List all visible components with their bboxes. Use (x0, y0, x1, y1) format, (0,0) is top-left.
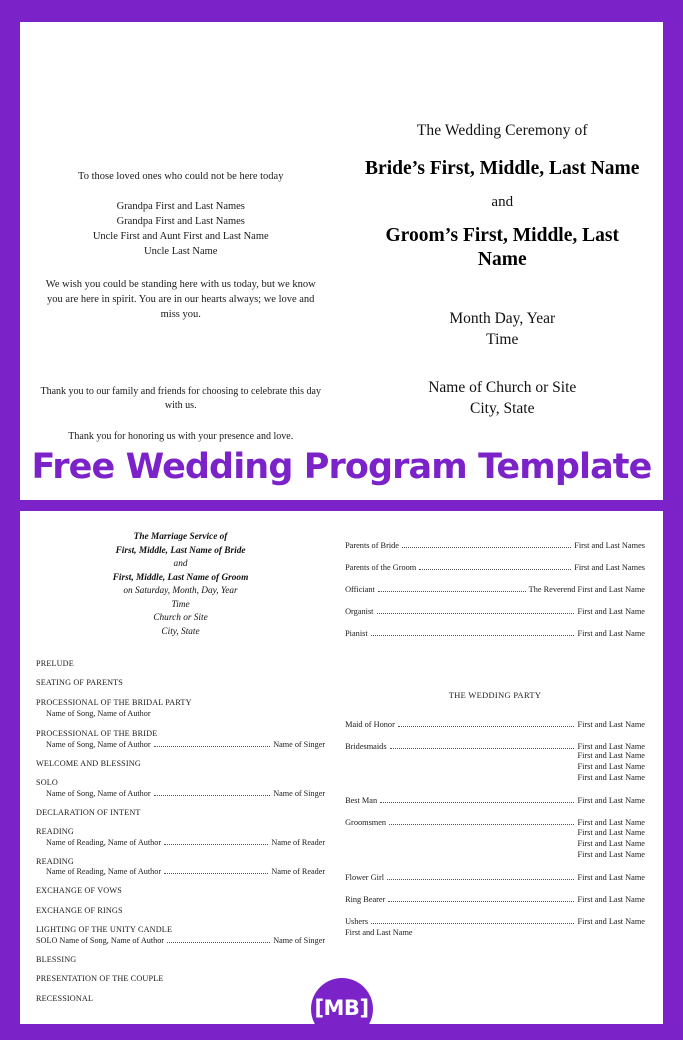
wedding-party-row (345, 818, 645, 860)
leader-value: Name of Singer (273, 788, 326, 798)
bride-name: Bride’s First, Middle, Last Name (365, 158, 640, 179)
program-item-title: PRESENTATION OF THE COUPLE (36, 974, 164, 984)
leader-value: Name of Reader (271, 866, 326, 876)
program-list (36, 659, 325, 1005)
leader-row (345, 541, 645, 551)
wedding-party-extra-name: First and Last Name (577, 827, 645, 837)
wedding-party-row (345, 720, 645, 730)
memorial-name: Uncle First and Aunt First and Last Name (92, 230, 269, 242)
leader-label: Organist (345, 607, 374, 616)
logo-text: [MB] (314, 996, 369, 1021)
service-header-line: Church or Site (153, 613, 208, 624)
dot-leader (371, 923, 574, 924)
memorial-name: Uncle Last Name (144, 245, 218, 257)
roster-row (345, 607, 645, 617)
dot-leader (419, 569, 571, 570)
and-label: and (491, 193, 514, 210)
leader-value: The Reverend First and Last Name (528, 585, 645, 594)
program-item (36, 729, 325, 749)
leader-label: Ushers (345, 917, 369, 927)
leader-row (36, 838, 325, 848)
top-card-body (20, 22, 663, 444)
wedding-party-row (345, 895, 645, 905)
roster-panel (335, 527, 663, 1014)
leader-row (345, 742, 645, 752)
program-item-title: READING (36, 856, 74, 866)
roster-row (345, 541, 645, 551)
program-item-title: BLESSING (36, 954, 77, 964)
service-header (36, 527, 325, 640)
service-header-line: City, State (161, 626, 200, 637)
wedding-party-trailing-name: First and Last Name (345, 927, 413, 937)
dot-leader (388, 901, 574, 902)
leader-label: Ring Bearer (345, 895, 386, 905)
leader-value: First and Last Name (577, 719, 645, 729)
leader-value: First and Last Names (574, 541, 645, 550)
service-header-line: Time (171, 599, 190, 610)
wedding-party-extra-name: First and Last Name (577, 772, 645, 782)
leader-row (345, 720, 645, 730)
wedding-party-extra-name: First and Last Name (577, 849, 645, 859)
ceremony-panel (342, 32, 664, 444)
venue-name: Name of Church or Site (428, 379, 577, 397)
leader-value: First and Last Name (577, 818, 645, 828)
order-of-service-panel (20, 527, 335, 1014)
leader-label: Flower Girl (345, 873, 385, 883)
program-item-title: WELCOME AND BLESSING (36, 758, 141, 768)
wedding-party-row (345, 873, 645, 883)
leader-value: First and Last Name (577, 895, 645, 905)
service-header-line: on Saturday, Month, Day, Year (123, 586, 238, 597)
memorial-panel (20, 32, 342, 444)
groom-name: Groom’s First, Middle, Last Name (385, 224, 619, 270)
program-item (36, 659, 325, 669)
memorial-name: Grandpa First and Last Names (116, 201, 245, 213)
leader-label: Parents of the Groom (345, 563, 417, 572)
leader-row (345, 563, 645, 573)
program-item-subtitle: Name of Song, Name of Author (46, 709, 151, 719)
program-item (36, 759, 325, 769)
wedding-party-list (345, 720, 645, 937)
leader-value: First and Last Name (577, 917, 645, 927)
memorial-closing: We wish you could be standing here with us today, but we know you are here in spirit. You are in our hearts always; we love and miss you. (45, 278, 316, 320)
leader-row (345, 629, 645, 639)
leader-value: First and Last Name (577, 796, 645, 806)
ceremony-of-label: The Wedding Ceremony of (416, 122, 588, 139)
dot-leader (387, 879, 574, 880)
leader-row (345, 607, 645, 617)
wedding-party-row (345, 742, 645, 784)
leader-row (345, 796, 645, 806)
leader-value: Name of Reader (271, 837, 326, 847)
leader-row (345, 585, 645, 595)
program-item (36, 808, 325, 818)
program-item (36, 778, 325, 798)
program-item-title: EXCHANGE OF VOWS (36, 885, 122, 895)
banner (20, 444, 663, 511)
program-item (36, 886, 325, 896)
program-item-title: PROCESSIONAL OF THE BRIDE (36, 729, 158, 739)
leader-value: First and Last Name (577, 607, 645, 616)
memorial-name: Grandpa First and Last Names (116, 216, 245, 228)
bottom-card (20, 511, 663, 1024)
banner-title: Free Wedding Program Template (31, 447, 652, 488)
service-header-line: and (173, 559, 188, 570)
leader-row (36, 936, 325, 946)
program-item-title: SEATING OF PARENTS (36, 678, 124, 688)
leader-row (345, 873, 645, 883)
program-item-title: PRELUDE (36, 658, 74, 668)
leader-row (345, 917, 645, 927)
roster-row (345, 585, 645, 595)
program-item (36, 827, 325, 847)
leader-label: Parents of Bride (345, 541, 399, 550)
dot-leader (389, 824, 574, 825)
leader-label: Name of Song, Name of Author (46, 739, 151, 749)
wedding-party-extra-name: First and Last Name (577, 838, 645, 848)
program-item-title: RECESSIONAL (36, 994, 94, 1004)
dot-leader (167, 942, 270, 943)
leader-value: Name of Singer (273, 935, 326, 945)
dot-leader (164, 844, 268, 845)
program-item (36, 955, 325, 965)
service-header-line: First, Middle, Last Name of Groom (112, 572, 249, 583)
dot-leader (154, 795, 271, 796)
leader-value: First and Last Names (574, 563, 645, 572)
leader-label: Pianist (345, 629, 368, 638)
wedding-party-extra-name: First and Last Name (577, 761, 645, 771)
date-time-block (364, 309, 642, 350)
leader-row (36, 740, 325, 750)
venue-city-state: City, State (470, 399, 535, 417)
leader-label: Name of Reading, Name of Author (46, 866, 162, 876)
leader-value: First and Last Name (577, 629, 645, 638)
leader-label: Best Man (345, 796, 378, 806)
program-item-title: LIGHTING OF THE UNITY CANDLE (36, 925, 173, 935)
dot-leader (402, 547, 571, 548)
thanks-line-1: Thank you to our family and friends for choosing to celebrate this day with us. (40, 385, 321, 412)
dot-leader (398, 726, 575, 727)
leader-label: SOLO Name of Song, Name of Author (36, 935, 165, 945)
wedding-time: Time (486, 330, 519, 348)
service-header-line: First, Middle, Last Name of Bride (115, 545, 246, 556)
dot-leader (164, 873, 268, 874)
leader-value: First and Last Name (577, 873, 645, 883)
program-item-title: EXCHANGE OF RINGS (36, 905, 123, 915)
dot-leader (380, 802, 574, 803)
program-item (36, 678, 325, 688)
roster-top-list (345, 527, 645, 639)
program-item-title: SOLO (36, 778, 58, 788)
logo-wrap (20, 978, 663, 1040)
leader-label: Name of Song, Name of Author (46, 788, 151, 798)
leader-row (36, 789, 325, 799)
leader-value: First and Last Name (577, 741, 645, 751)
leader-row (36, 867, 325, 877)
leader-label: Groomsmen (345, 818, 387, 828)
mb-logo-icon (311, 978, 373, 1040)
wedding-party-row (345, 917, 645, 937)
dot-leader (378, 591, 526, 592)
top-card (20, 22, 663, 500)
thanks-block (34, 385, 328, 445)
leader-label: Bridesmaids (345, 741, 387, 751)
roster-row (345, 563, 645, 573)
memorial-names-list (34, 200, 328, 260)
dot-leader (154, 746, 271, 747)
wedding-party-extra-name: First and Last Name (577, 751, 645, 760)
wedding-party-title: THE WEDDING PARTY (448, 690, 542, 700)
program-item (36, 925, 325, 945)
leader-value: Name of Singer (273, 739, 326, 749)
program-item (36, 698, 325, 720)
leader-row (345, 818, 645, 828)
leader-label: Officiant (345, 585, 375, 594)
leader-label: Maid of Honor (345, 719, 395, 729)
leader-row (345, 895, 645, 905)
dot-leader (390, 748, 575, 749)
program-item (36, 906, 325, 916)
program-item-title: READING (36, 827, 74, 837)
dot-leader (371, 635, 575, 636)
program-item-title: PROCESSIONAL OF THE BRIDAL PARTY (36, 698, 192, 707)
thanks-line-2: Thank you for honoring us with your presence and love. (68, 430, 294, 442)
program-item (36, 857, 325, 877)
leader-label: Name of Reading, Name of Author (46, 837, 162, 847)
wedding-date: Month Day, Year (449, 310, 556, 328)
dot-leader (377, 613, 575, 614)
wedding-party-row (345, 796, 645, 806)
memorial-intro: To those loved ones who could not be here today (78, 171, 284, 182)
roster-row (345, 629, 645, 639)
service-header-line: The Marriage Service of (133, 532, 228, 542)
program-item-title: DECLARATION OF INTENT (36, 807, 141, 817)
venue-block (364, 378, 642, 419)
